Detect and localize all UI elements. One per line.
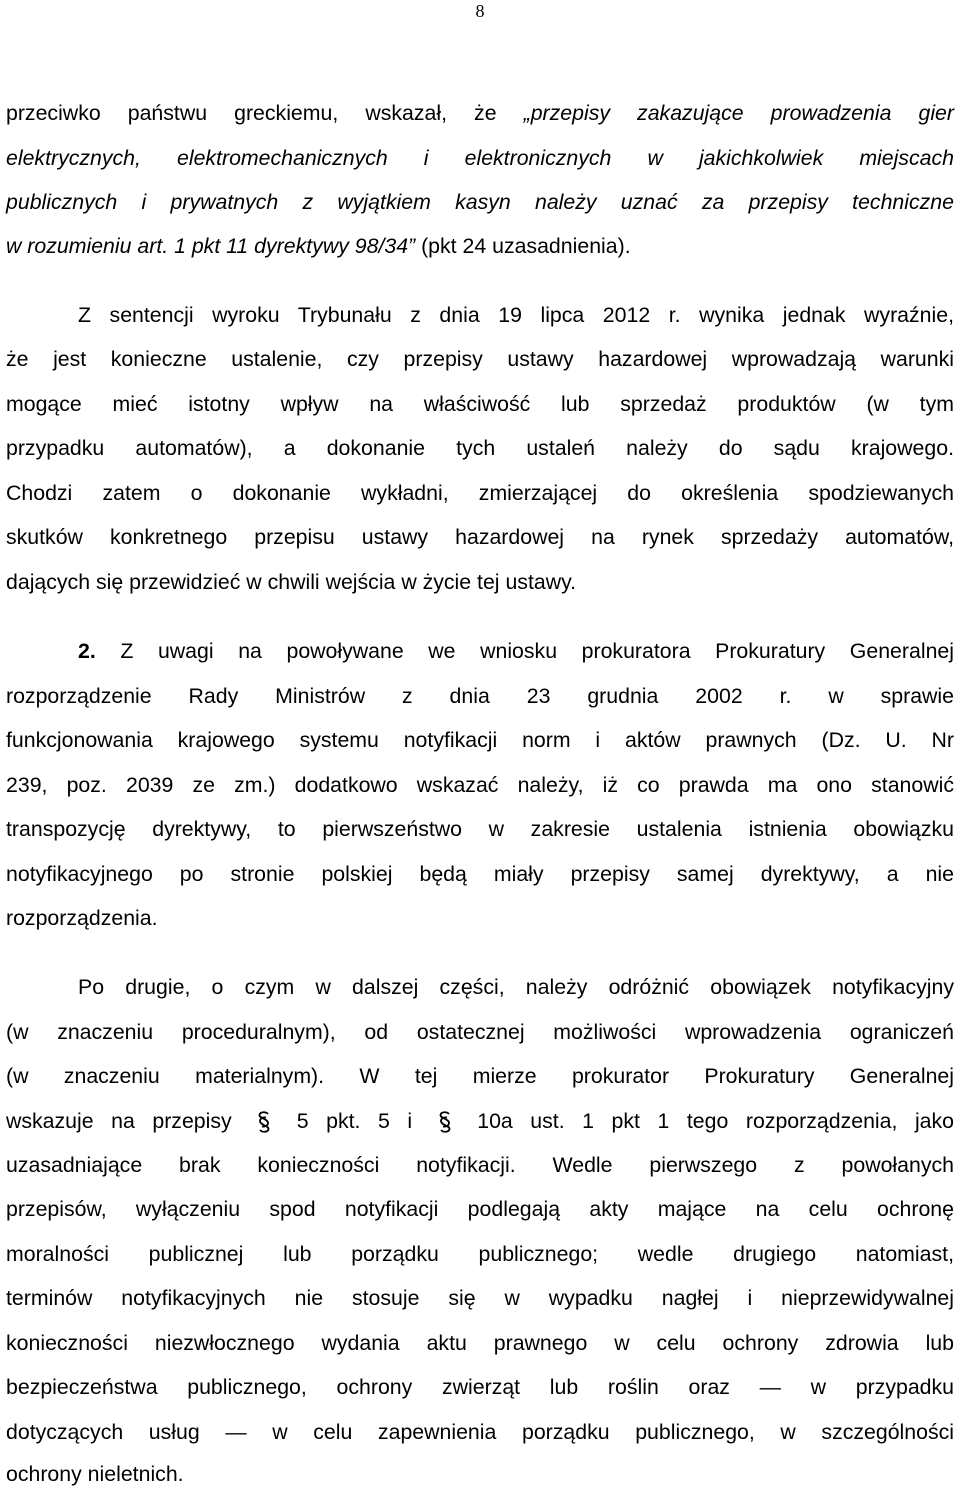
paragraph4-line3: (w znaczeniu materialnym). W tej mierze prokurator Prokuratury Generalnej [6, 1064, 954, 1088]
paragraph4-line11: dotyczących usług — w celu zapewnienia porządku publicznego, w szczególności [6, 1420, 954, 1444]
paragraph2-line4: przypadku automatów), a dokonanie tych ustaleń należy do sądu krajowego. [6, 436, 954, 460]
paragraph2-line6: skutków konkretnego przepisu ustawy hazardowej na rynek sprzedaży automatów, [6, 525, 954, 549]
paragraph1-line4-plain: (pkt 24 uzasadnienia). [415, 234, 631, 258]
paragraph4-line7: moralności publicznej lub porządku publicznego; wedle drugiego natomiast, [6, 1242, 954, 1266]
paragraph3-line1-text: Z uwagi na powoływane we wniosku prokuratora Prokuratury Generalnej [95, 639, 954, 663]
paragraph2-line3: mogące mieć istotny wpływ na właściwość lub sprzedaż produktów (w tym [6, 392, 954, 416]
paragraph2-line2: że jest konieczne ustalenie, czy przepisy ustawy hazardowej wprowadzają warunki [6, 347, 954, 371]
paragraph1-line2 [6, 143, 954, 173]
paragraph4-line2: (w znaczeniu proceduralnym), od ostatecznej możliwości wprowadzenia ograniczeń [6, 1020, 954, 1044]
paragraph3-line2: rozporządzenie Rady Ministrów z dnia 23 grudnia 2002 r. w sprawie [6, 684, 954, 708]
paragraph3-line6: notyfikacyjnego po stronie polskiej będą miały przepisy samej dyrektywy, a nie [6, 862, 954, 886]
paragraph1-line1-italic: „przepisy zakazujące prowadzenia gier [523, 101, 954, 125]
paragraph3-line5: transpozycję dyrektywy, to pierwszeństwo w zakresie ustalenia istnienia obowiązku [6, 817, 954, 841]
paragraph4-line4 [6, 1106, 954, 1136]
page-number: 8 [475, 1, 485, 21]
paragraph3-line1 [78, 636, 954, 666]
paragraph1-line4-italic: w rozumieniu art. 1 pkt 11 dyrektywy 98/34” [6, 234, 416, 258]
section-sign-icon [433, 1106, 457, 1136]
paragraph4-line6: przepisów, wyłączeniu spod notyfikacji podlegają akty mające na celu ochronę [6, 1197, 954, 1221]
paragraph1-line1-plain: przeciwko państwu greckiemu, wskazał, że [6, 101, 524, 125]
paragraph4-line9: konieczności niezwłocznego wydania aktu prawnego w celu ochrony zdrowia lub [6, 1331, 954, 1355]
paragraph4-line5: uzasadniające brak konieczności notyfikacji. Wedle pierwszego z powołanych [6, 1153, 954, 1177]
paragraph1-line1 [6, 98, 954, 128]
paragraph3-line3: funkcjonowania krajowego systemu notyfikacji norm i aktów prawnych (Dz. U. Nr [6, 728, 954, 752]
paragraph4-line10: bezpieczeństwa publicznego, ochrony zwierząt lub roślin oraz — w przypadku [6, 1375, 954, 1399]
paragraph3-number: 2. [78, 639, 96, 663]
paragraph1-line3-italic: publicznych i prywatnych z wyjątkiem kasyn należy uznać za przepisy techniczne [6, 190, 954, 214]
paragraph1-line2-italic: elektrycznych, elektromechanicznych i elektronicznych w jakichkolwiek miejscach [6, 146, 954, 170]
paragraph2-line1: Z sentencji wyroku Trybunału z dnia 19 lipca 2012 r. wynika jednak wyraźnie, [78, 303, 954, 327]
paragraph4-line4-part2: 5 pkt. 5 i [296, 1109, 413, 1133]
paragraph4-line12: ochrony nieletnich. [6, 1462, 184, 1486]
paragraph2-line5: Chodzi zatem o dokonanie wykładni, zmierzającej do określenia spodziewanych [6, 481, 954, 505]
paragraph3-line7: rozporządzenia. [6, 906, 158, 930]
paragraph1-line4 [6, 231, 954, 261]
paragraph1-line3 [6, 187, 954, 217]
paragraph4-line4-part3: 10a ust. 1 pkt 1 tego rozporządzenia, jako [477, 1109, 955, 1133]
paragraph3-line4: 239, poz. 2039 ze zm.) dodatkowo wskazać należy, iż co prawda ma ono stanowić [6, 773, 954, 797]
section-sign-icon [252, 1106, 276, 1136]
paragraph4-line4-part1: wskazuje na przepisy [6, 1109, 232, 1133]
paragraph4-line8: terminów notyfikacyjnych nie stosuje się w wypadku nagłej i nieprzewidywalnej [6, 1286, 954, 1310]
paragraph2-line7: dających się przewidzieć w chwili wejścia w życie tej ustawy. [6, 570, 577, 594]
paragraph4-line1: Po drugie, o czym w dalszej części, należy odróżnić obowiązek notyfikacyjny [78, 975, 954, 999]
